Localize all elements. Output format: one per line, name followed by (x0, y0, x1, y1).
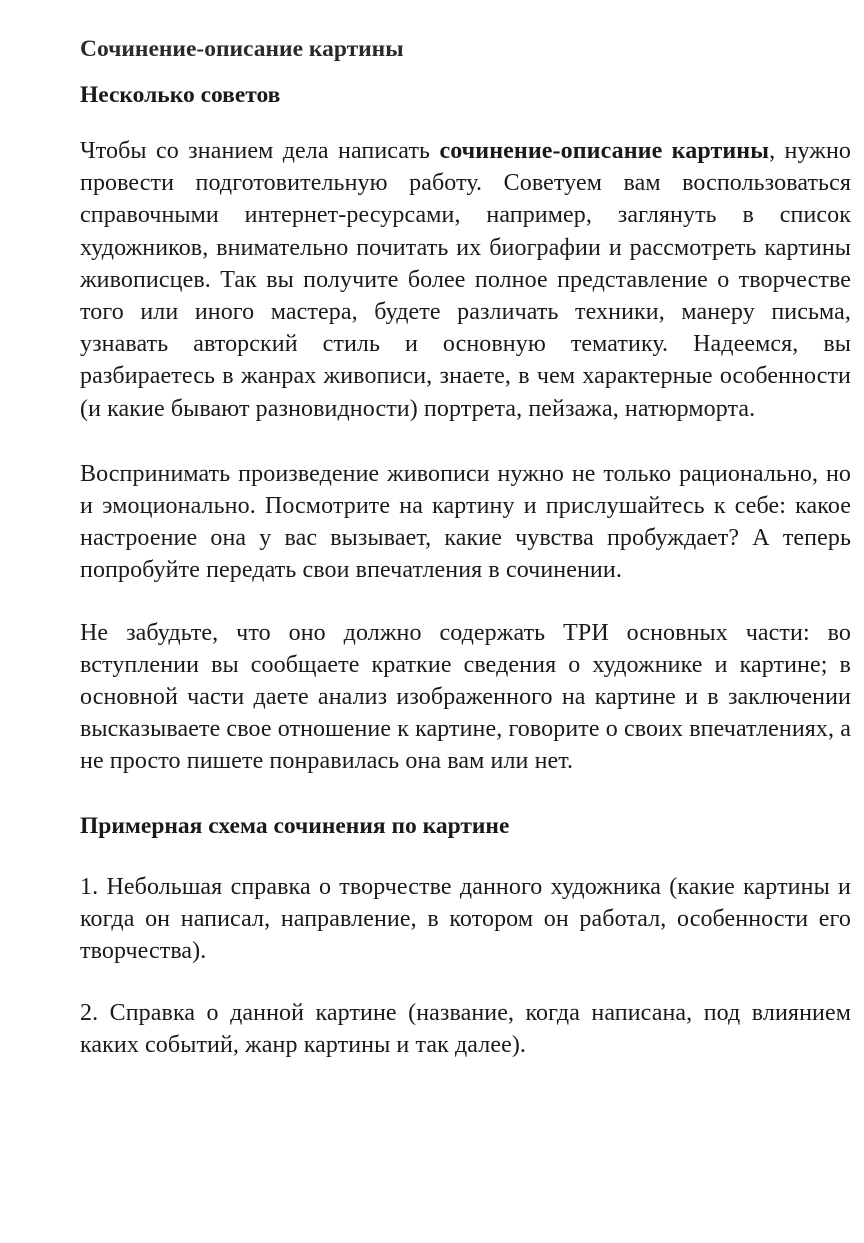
paragraph-perception: Воспринимать произведение живописи нужно не только рационально, но и эмоционально. Посмотрите на картину и прислушайтесь к себе: какое настроение она у вас вызывает, какие чувства пробуждает? А теперь попробуйте передать свои впечатления в сочинении. (80, 460, 851, 584)
list-item: 2. Справка о данной картине (название, когда написана, под влиянием каких событий, жанр картины и так далее). (80, 1000, 851, 1059)
paragraph-structure: Не забудьте, что оно должно содержать ТРИ основных части: во вступлении вы сообщаете краткие сведения о художнике и картине; в основной части даете анализ изображенного на картине и в заключении высказываете свое отношение к картине, говорите о своих впечатлениях, а не просто пишете понравилась она вам или нет. (80, 619, 851, 775)
document-page (80, 34, 851, 1062)
paragraph-intro-bold: сочинение-описание картины (439, 138, 770, 164)
paragraph-intro-rest: , нужно провести подготовительную работу. Советуем вам воспользоваться справочными интернет-ресурсами, например, заглянуть в список художников, внимательно почитать их биографии и рассмотреть картины живописцев. Так вы получите более полное представление о творчестве того или иного мастера, будете различать техники, манеру письма, узнавать авторский стиль и основную тематику. Надеемся, вы разбираетесь в жанрах живописи, знаете, в чем характерные особенности (и какие бывают разновидности) портрета, пейзажа, натюрморта. (80, 138, 851, 422)
section-heading: Примерная схема сочинения по картине (80, 812, 510, 839)
paragraph-intro-start: Чтобы со знанием дела написать (80, 138, 440, 164)
list-item: 1. Небольшая справка о творчестве данного художника (какие картины и когда он написал, направление, в котором он работал, особенности его творчества). (80, 873, 851, 965)
paragraph-intro (80, 135, 851, 425)
page-subtitle: Несколько советов (80, 82, 281, 108)
page-title: Сочинение-описание картины (80, 36, 404, 62)
